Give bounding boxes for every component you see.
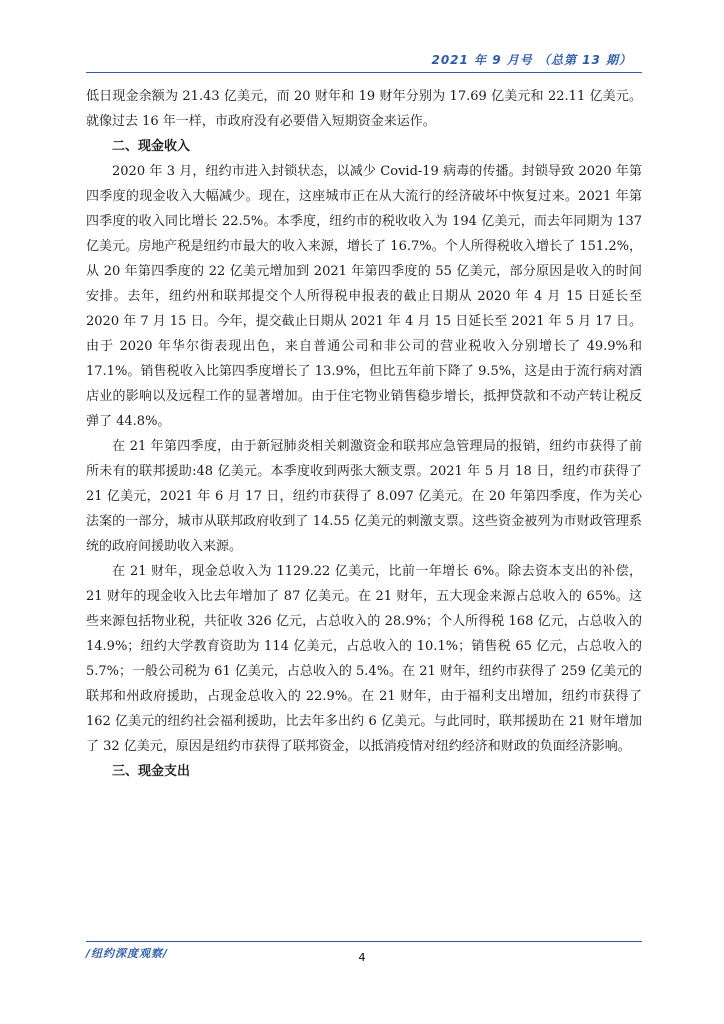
page-number: 4 (358, 951, 366, 964)
issue-label: 2021 年 9 月号 （总第 13 期） (431, 53, 632, 67)
footer-divider (86, 941, 642, 942)
article-body (86, 84, 642, 784)
section-heading-cash-income: 二、现金收入 (112, 139, 191, 154)
section-heading-cash-expenditure: 三、现金支出 (112, 764, 191, 779)
paragraph-continued: 低日现金余额为 21.43 亿美元，而 20 财年和 19 财年分别为 17.69 亿美元和 22.11 亿美元。就像过去 16 年一样，市政府没有必要借入短期资金来运作。 (86, 89, 642, 129)
paragraph-fy21-total: 在 21 财年，现金总收入为 1129.22 亿美元，比前一年增长 6%。除去资本支出的补偿，21 财年的现金收入比去年增加了 87 亿美元。在 21 财年，五大现金来源占总收入的 65%。这些来源包括物业税，共征收 326 亿元，占总收入的 28.9%；个人所得税 168 亿元，占总收入的 14.9%；纽约大学教育资助为 114 亿美元，占总收入的 10.1%；销售税 65 亿元，占总收入的 5.7%；一般公司税为 61 亿美元，占总收入的 5.4%。在 21 财年，纽约市获得了 259 亿美元的联邦和州政府援助，占现金总收入的 22.9%。在 21 财年，由于福利支出增加，纽约市获得了 162 亿美元的纽约社会福利援助，比去年多出约 6 亿美元。与此同时，联邦援助在 21 财年增加了 32 亿美元，原因是纽约市获得了联邦资金，以抵消疫情对纽约经济和财政的负面经济影响。 (86, 564, 642, 754)
header-divider (86, 72, 642, 73)
publication-label: /纽约深度观察/ (86, 947, 169, 960)
paragraph-lockdown-revenue: 2020 年 3 月，纽约市进入封锁状态，以减少 Covid-19 病毒的传播。封锁导致 2020 年第四季度的现金收入大幅减少。现在，这座城市正在从大流行的经济破坏中恢复过来。2021 年第四季度的收入同比增长 22.5%。本季度，纽约市的税收收入为 194 亿美元，而去年同期为 137 亿美元。房地产税是纽约市最大的收入来源，增长了 16.7%。个人所得税收入增长了 151.2%，从 20 年第四季度的 22 亿美元增加到 2021 年第四季度的 55 亿美元，部分原因是收入的时间安排。去年，纽约州和联邦提交个人所得税申报表的截止日期从 2020 年 4 月 15 日延长至 2020 年 7 月 15 日。今年，提交截止日期从 2021 年 4 月 15 日延长至 2021 年 5 月 17 日。由于 2020 年华尔街表现出色，来自普通公司和非公司的营业税收入分别增长了 49.9%和 17.1%。销售税收入比第四季度增长了 13.9%，但比五年前下降了 9.5%，这是由于流行病对酒店业的影响以及远程工作的显著增加。由于住宅物业销售稳步增长，抵押贷款和不动产转让税反弹了 44.8%。 (86, 164, 642, 429)
paragraph-federal-aid: 在 21 年第四季度，由于新冠肺炎相关刺激资金和联邦应急管理局的报销，纽约市获得了前所未有的联邦援助:48 亿美元。本季度收到两张大额支票。2021 年 5 月 18 日，纽约市获得了 21 亿美元，2021 年 6 月 17 日，纽约市获得了 8.097 亿美元。在 20 年第四季度，作为关心法案的一部分，城市从联邦政府收到了 14.55 亿美元的刺激支票。这些资金被列为市财政管理系统的政府间援助收入来源。 (86, 439, 642, 554)
